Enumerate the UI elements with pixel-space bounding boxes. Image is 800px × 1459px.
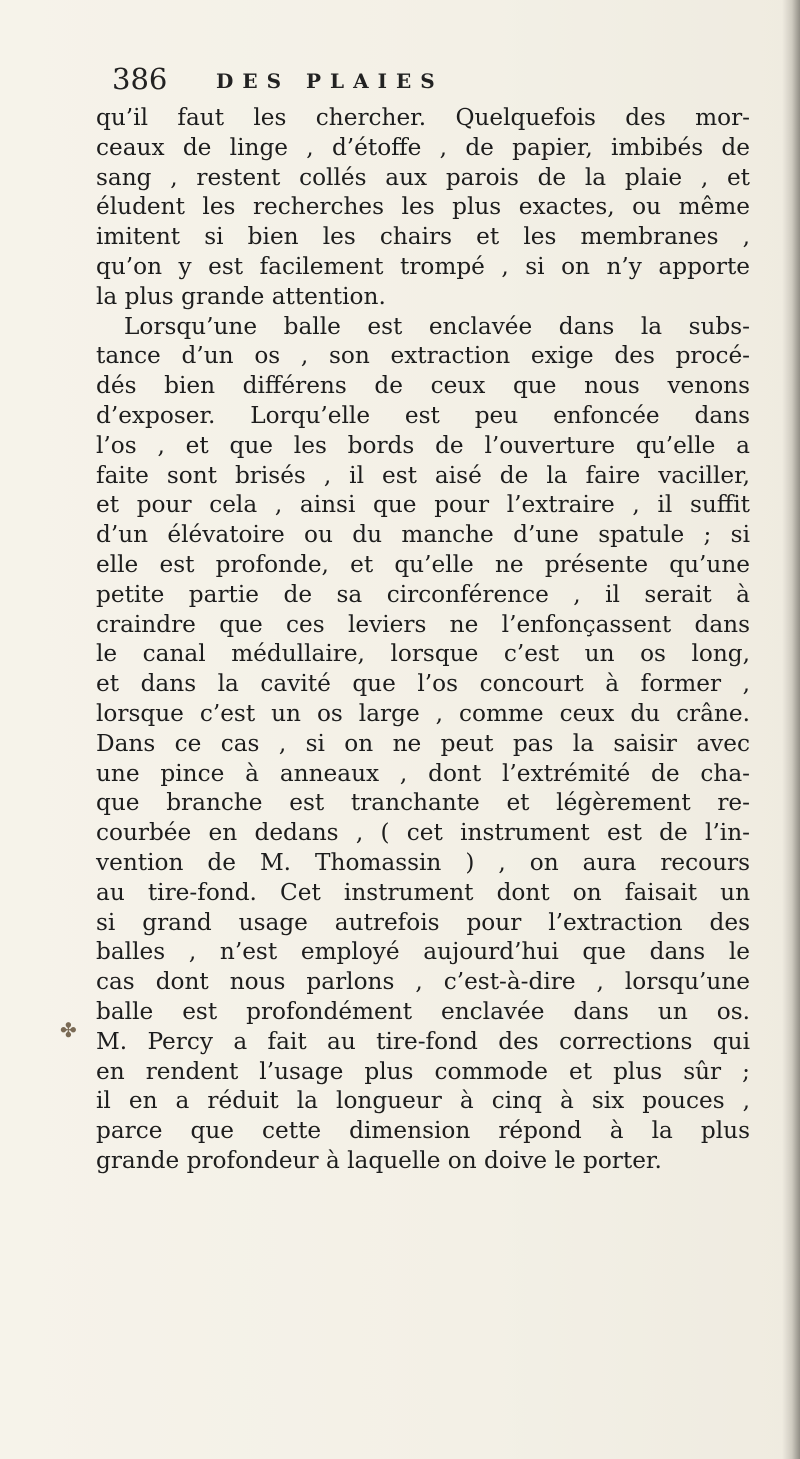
text-line: dés bien différens de ceux que nous venons (96, 372, 750, 400)
text-line: au tire-fond. Cet instrument dont on faisait un (96, 878, 750, 906)
text-line: qu’on y est facilement trompé , si on n’y apporte (96, 252, 750, 280)
text-line: Lorsqu’une balle est enclavée dans la subs- (124, 312, 750, 340)
text-line: que branche est tranchante et légèrement re- (96, 789, 750, 817)
text-line: une pince à anneaux , dont l’extrémité de cha- (96, 759, 750, 787)
text-line: le canal médullaire, lorsque c’est un os long, (96, 640, 750, 668)
body-text (96, 103, 750, 1176)
text-line: vention de M. Thomassin ) , on aura recours (96, 848, 750, 876)
text-line: et pour cela , ainsi que pour l’extraire , il suffit (96, 491, 750, 519)
text-line: ceaux de linge , d’étoffe , de papier, imbibés de (96, 133, 750, 161)
page-edge-shadow (782, 0, 800, 1459)
text-line: grande profondeur à laquelle on doive le porter. (96, 1146, 662, 1174)
text-line: M. Percy a fait au tire-fond des corrections qui (96, 1027, 750, 1055)
text-line: courbée en dedans , ( cet instrument est de l’in- (96, 819, 750, 847)
text-line: parce que cette dimension répond à la plus (96, 1117, 750, 1145)
text-line: elle est profonde, et qu’elle ne présente qu’une (96, 550, 750, 578)
text-line: petite partie de sa circonférence , il serait à (96, 580, 750, 608)
text-line: lorsque c’est un os large , comme ceux du crâne. (96, 699, 750, 727)
text-line: en rendent l’usage plus commode et plus sûr ; (96, 1057, 750, 1085)
text-line: il en a réduit la longueur à cinq à six pouces , (96, 1087, 750, 1115)
page-header (112, 62, 672, 102)
text-line: la plus grande attention. (96, 282, 386, 310)
text-line: Dans ce cas , si on ne peut pas la saisir avec (96, 729, 750, 757)
text-line: craindre que ces leviers ne l’enfonçassent dans (96, 610, 750, 638)
text-line: balles , n’est employé aujourd’hui que dans le (96, 938, 750, 966)
text-line: d’exposer. Lorqu’elle est peu enfoncée dans (96, 401, 750, 429)
text-line: tance d’un os , son extraction exige des procé- (96, 342, 750, 370)
text-line: éludent les recherches les plus exactes, ou même (96, 193, 750, 221)
text-line: l’os , et que les bords de l’ouverture qu’elle a (96, 431, 750, 459)
text-line: sang , restent collés aux parois de la plaie , et (96, 163, 750, 191)
text-line: et dans la cavité que l’os concourt à former , (96, 670, 750, 698)
text-line: balle est profondément enclavée dans un os. (96, 997, 750, 1025)
text-line: cas dont nous parlons , c’est-à-dire , lorsqu’une (96, 968, 750, 996)
text-line: faite sont brisés , il est aisé de la faire vaciller, (96, 461, 750, 489)
text-line: qu’il faut les chercher. Quelquefois des mor- (96, 104, 750, 131)
text-line: d’un élévatoire ou du manche d’une spatule ; si (96, 521, 750, 549)
ink-mark-icon: ✤ (60, 1018, 77, 1042)
text-line: imitent si bien les chairs et les membranes , (96, 223, 750, 251)
text-line: si grand usage autrefois pour l’extraction des (96, 908, 750, 936)
running-title: DES PLAIES (216, 69, 444, 93)
page-number: 386 (112, 62, 168, 96)
